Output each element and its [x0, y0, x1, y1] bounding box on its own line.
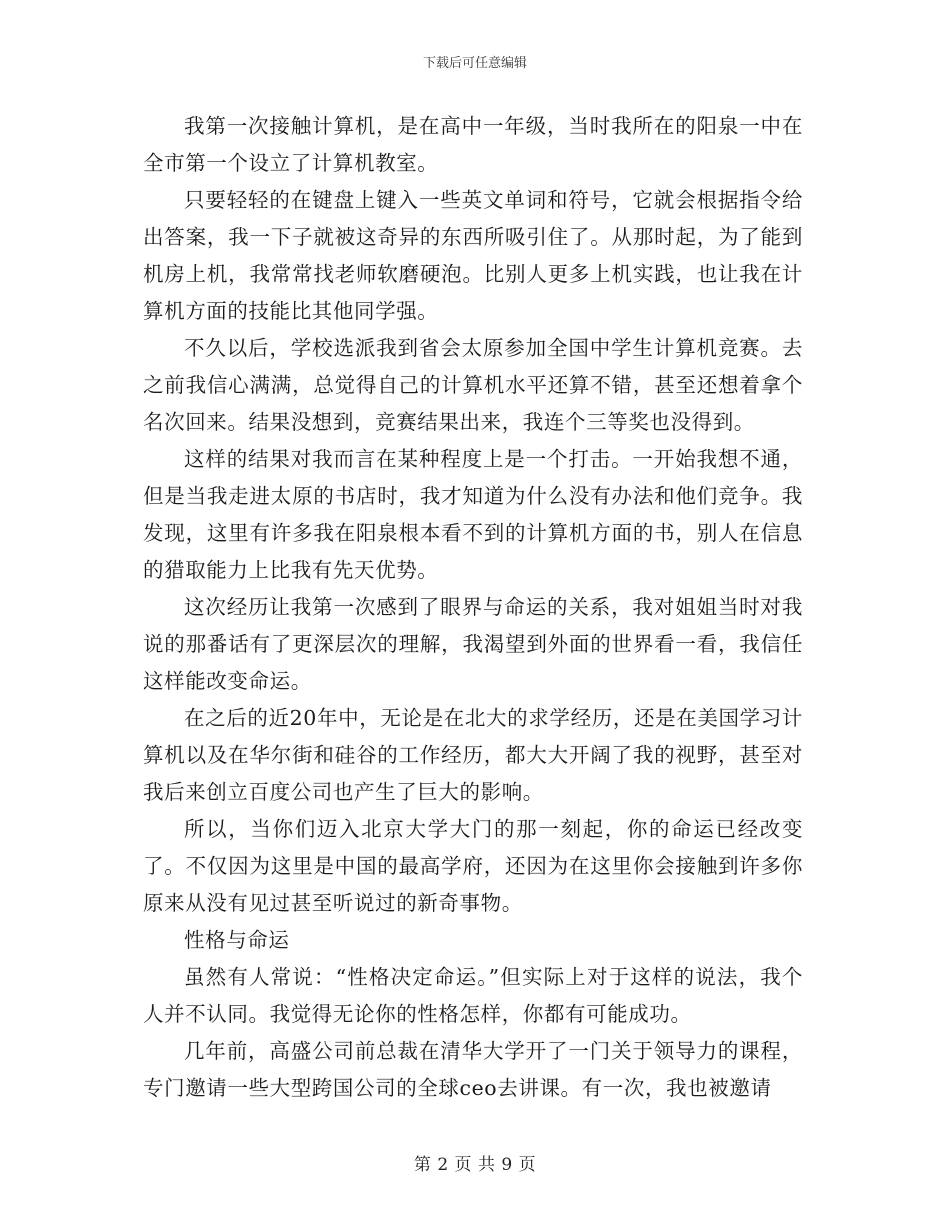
paragraph-7: 所以，当你们迈入北京大学大门的那一刻起，你的命运已经改变了。不仅因为这里是中国的最高学府，还因为在这里你会接触到许多你原来从没有见过甚至听说过的新奇事物。 — [143, 817, 803, 915]
paragraph-9: 几年前，高盛公司前总裁在清华大学开了一门关于领导力的课程，专门邀请一些大型跨国公司的全球ceo去讲课。有一次，我也被邀请 — [143, 1039, 803, 1100]
paragraph-5: 这次经历让我第一次感到了眼界与命运的关系，我对姐姐当时对我说的那番话有了更深层次的理解，我渴望到外面的世界看一看，我信任这样能改变命运。 — [143, 595, 803, 693]
paragraph-2: 只要轻轻的在键盘上键入一些英文单词和符号，它就会根据指令给出答案，我一下子就被这奇异的东西所吸引住了。从那时起，为了能到机房上机，我常常找老师软磨硬泡。比别人更多上机实践，也让我在计算机方面的技能比其他同学强。 — [143, 188, 803, 323]
paragraph-3: 不久以后，学校选派我到省会太原参加全国中学生计算机竞赛。去之前我信心满满，总觉得自己的计算机水平还算不错，甚至还想着拿个名次回来。结果没想到，竞赛结果出来，我连个三等奖也没得到。 — [143, 336, 803, 434]
page-header: 下载后可任意编辑 — [422, 56, 527, 71]
page-number-footer: 第 2 页 共 9 页 — [413, 1155, 537, 1175]
paragraph-6: 在之后的近20年中，无论是在北大的求学经历，还是在美国学习计算机以及在华尔街和硅谷的工作经历，都大大开阔了我的视野，甚至对我后来创立百度公司也产生了巨大的影响。 — [143, 706, 803, 804]
paragraph-1: 我第一次接触计算机，是在高中一年级，当时我所在的阳泉一中在全市第一个设立了计算机教室。 — [143, 114, 803, 175]
section-heading: 性格与命运 — [184, 928, 290, 952]
paragraph-4: 这样的结果对我而言在某种程度上是一个打击。一开始我想不通，但是当我走进太原的书店时，我才知道为什么没有办法和他们竞争。我发现，这里有许多我在阳泉根本看不到的计算机方面的书，别人在信息的猎取能力上比我有先天优势。 — [143, 447, 803, 582]
document-body — [143, 108, 803, 1107]
paragraph-8: 虽然有人常说：“性格决定命运。”但实际上对于这样的说法，我个人并不认同。我觉得无论你的性格怎样，你都有可能成功。 — [143, 965, 803, 1026]
